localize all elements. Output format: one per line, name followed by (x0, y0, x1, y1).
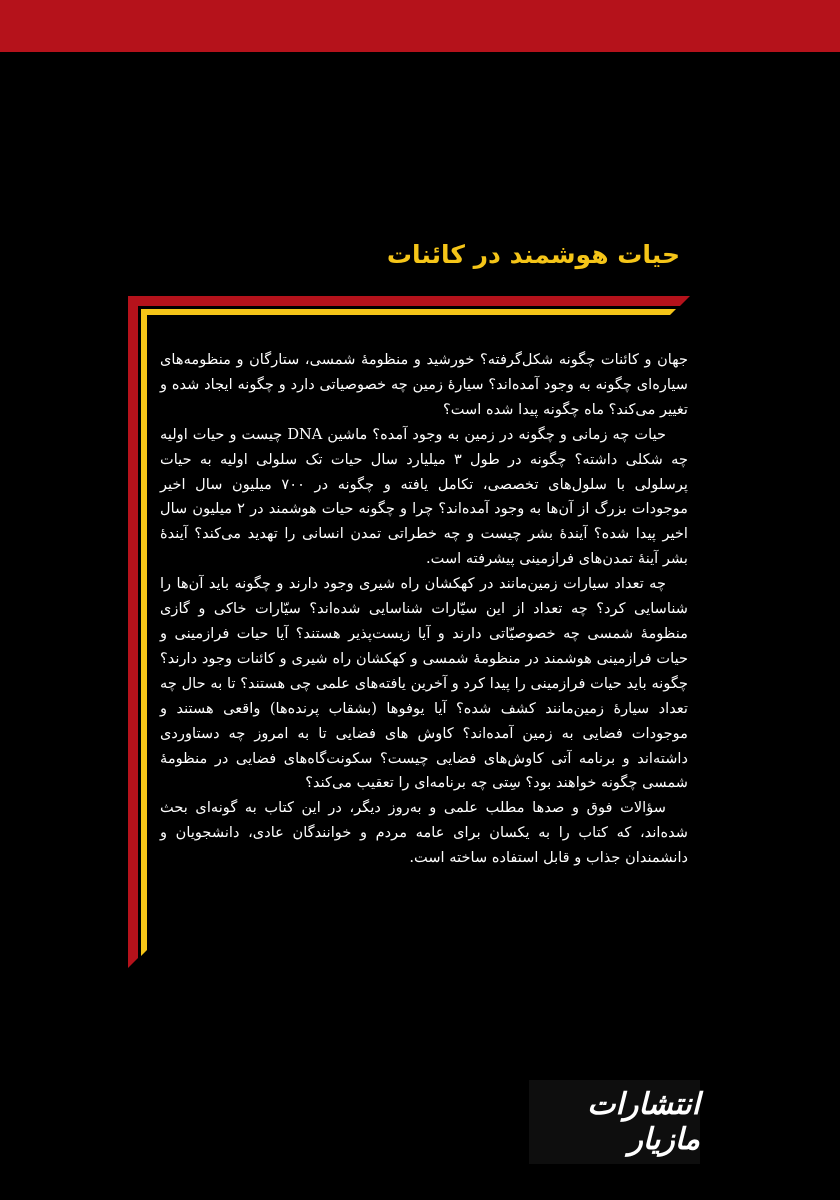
publisher-name: انتشارات مازیار (587, 1087, 700, 1157)
back-cover-blurb (160, 348, 688, 871)
book-title: حیات هوشمند در کائنات (386, 240, 680, 269)
blurb-paragraph-2: حیات چه زمانی و چگونه در زمین به وجود آمده؟ ماشین DNA چیست و حیات اولیه چه شکلی داشته؟ چگونه در طول ۳ میلیارد سال حیات تک سلولی اولیه به حیات پرسلولی با سلول‌های تخصصی، تکامل یافته و چگونه در ۷۰۰ میلیون سال اخیر موجودات بزرگ از آن‌ها به وجود آمده‌اند؟ چرا و چگونه حیات هوشمند در ۲ میلیون سال اخیر پیدا شده؟ آیندهٔ بشر چیست و چه خطراتی تمدن انسانی را تهدید می‌کند؟ آیندهٔ بشر آینهٔ تمدن‌های فرازمینی پیشرفته است. (160, 425, 688, 568)
blurb-paragraph-1: جهان و کائنات چگونه شکل‌گرفته؟ خورشید و منظومهٔ شمسی، ستارگان و منظومه‌های سیاره‌ای چگونه به وجود آمده‌اند؟ سیارهٔ زمین چه خصوصیاتی دارد و چگونه ایجاد شده و تغییر می‌کند؟ ماه چگونه پیدا شده است؟ (160, 351, 688, 418)
blurb-paragraph-3: چه تعداد سیارات زمین‌مانند در کهکشان راه شیری وجود دارند و چگونه باید آن‌ها را شناسایی کرد؟ چه تعداد از این سیّارات شناسایی شده‌اند؟ سیّارات خاکی و گازی منظومهٔ شمسی چه خصوصیّاتی دارند و آیا زیست‌پذیر هستند؟ آیا حیات فرازمینی و حیات فرازمینی هوشمند در منظومهٔ شمسی و کهکشان راه شیری و کائنات وجود دارند؟ چگونه باید حیات فرازمینی را پیدا کرد و آخرین یافته‌های علمی چی هستند؟ تا به حال چه تعداد سیارهٔ زمین‌مانند کشف شده؟ آیا یوفوها (بشقاب پرنده‌ها) واقعی هستند و موجودات فضایی به زمین آمده‌اند؟ کاوش های فضایی تا به امروز چه دستاوردی داشته‌اند و برنامه آتی کاوش‌های فضایی چیست؟ سکونت‌گاه‌های فضایی در منظومهٔ شمسی چگونه خواهند بود؟ سِتی چه برنامه‌ای را تعقیب می‌کند؟ (160, 575, 688, 792)
blurb-paragraph-4: سؤالات فوق و صدها مطلب علمی و به‌روز دیگر، در این کتاب به گونه‌ای بحث شده‌اند، که کتاب را به یکسان برای عامه مردم و خوانندگان عادی، دانشجویان و دانشمندان جذاب و قابل استفاده ساخته است. (160, 799, 688, 867)
publisher-logo (529, 1080, 700, 1164)
